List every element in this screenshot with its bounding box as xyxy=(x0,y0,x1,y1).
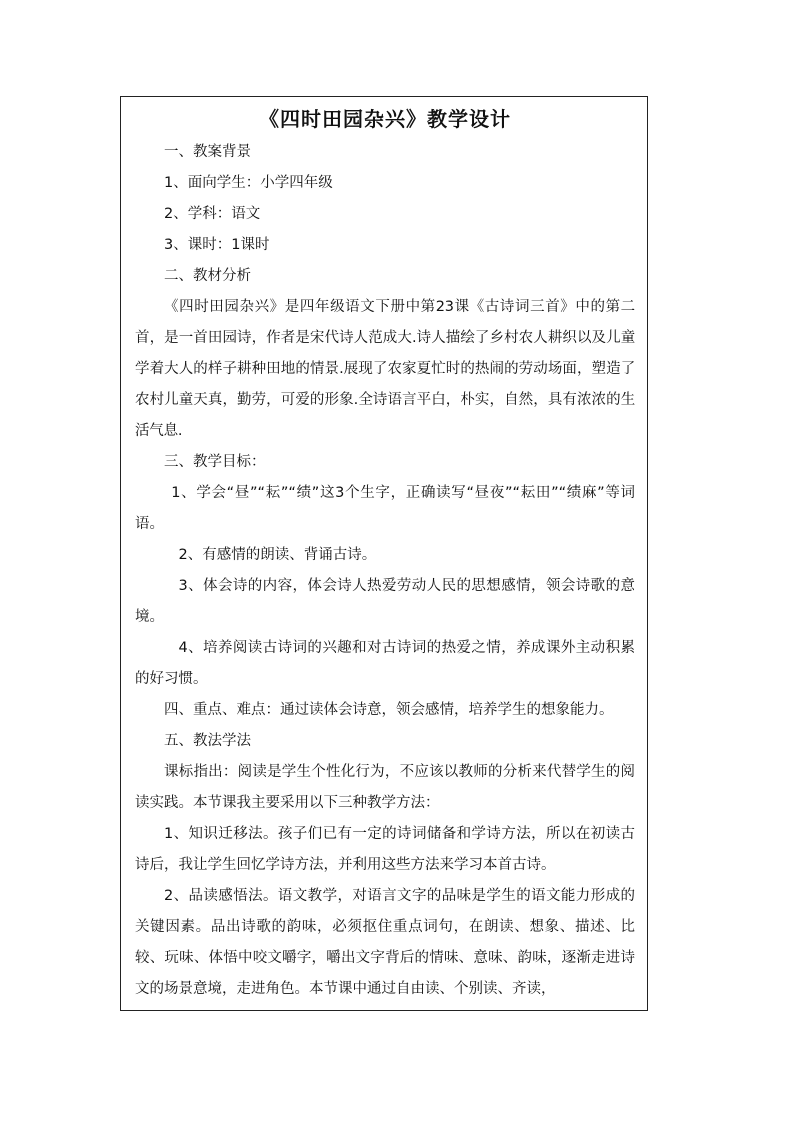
goal-item-4: 4、培养阅读古诗词的兴趣和对古诗词的热爱之情，养成课外主动积累的好习惯。 xyxy=(135,640,635,687)
item-subject: 2、学科：语文 xyxy=(164,206,261,222)
goal-item-2: 2、有感情的朗读、背诵古诗。 xyxy=(178,547,377,563)
item-audience: 1、面向学生：小学四年级 xyxy=(164,175,333,191)
section-heading-background: 一、教案背景 xyxy=(164,144,251,160)
section-heading-methods: 五、教法学法 xyxy=(164,733,251,749)
section-heading-goals: 三、教学目标： xyxy=(164,454,266,470)
key-points-line: 四、重点、难点：通过读体会诗意，领会感情，培养学生的想象能力。 xyxy=(164,702,614,718)
analysis-paragraph: 《四时田园杂兴》是四年级语文下册中第23课《古诗词三首》中的第二首，是一首田园诗，作者是宋代诗人范成大.诗人描绘了乡村农人耕织以及儿童学着大人的样子耕种田地的情景.展现了农家夏忙时的热闹的劳动场面，塑造了农村儿童天真，勤劳，可爱的形象.全诗语言平白，朴实，自然，具有浓浓的生活气息. xyxy=(135,299,635,439)
item-duration: 3、课时：1课时 xyxy=(164,237,270,253)
document-frame xyxy=(120,96,648,1011)
goal-item-3: 3、体会诗的内容，体会诗人热爱劳动人民的思想感情，领会诗歌的意境。 xyxy=(135,578,635,625)
document-content xyxy=(135,103,635,1005)
section-heading-analysis: 二、教材分析 xyxy=(164,268,251,284)
document-title: 《四时田园杂兴》教学设计 xyxy=(259,107,511,131)
methods-intro-paragraph: 课标指出：阅读是学生个性化行为，不应该以教师的分析来代替学生的阅读实践。本节课我主要采用以下三种教学方法： xyxy=(135,764,635,811)
goal-item-1: 1、学会“昼”“耘”“绩”这3个生字，正确读写“昼夜”“耘田”“绩麻”等词语。 xyxy=(135,485,635,532)
method-1-paragraph: 1、知识迁移法。孩子们已有一定的诗词储备和学诗方法，所以在初读古诗后，我让学生回忆学诗方法，并利用这些方法来学习本首古诗。 xyxy=(135,826,635,873)
method-2-paragraph: 2、品读感悟法。语文教学，对语言文字的品味是学生的语文能力形成的关键因素。品出诗歌的韵味，必须抠住重点词句，在朗读、想象、描述、比较、玩味、体悟中咬文嚼字，嚼出文字背后的情味、意味、韵味，逐渐走进诗文的场景意境，走进角色。本节课中通过自由读、个别读、齐读， xyxy=(135,888,635,997)
